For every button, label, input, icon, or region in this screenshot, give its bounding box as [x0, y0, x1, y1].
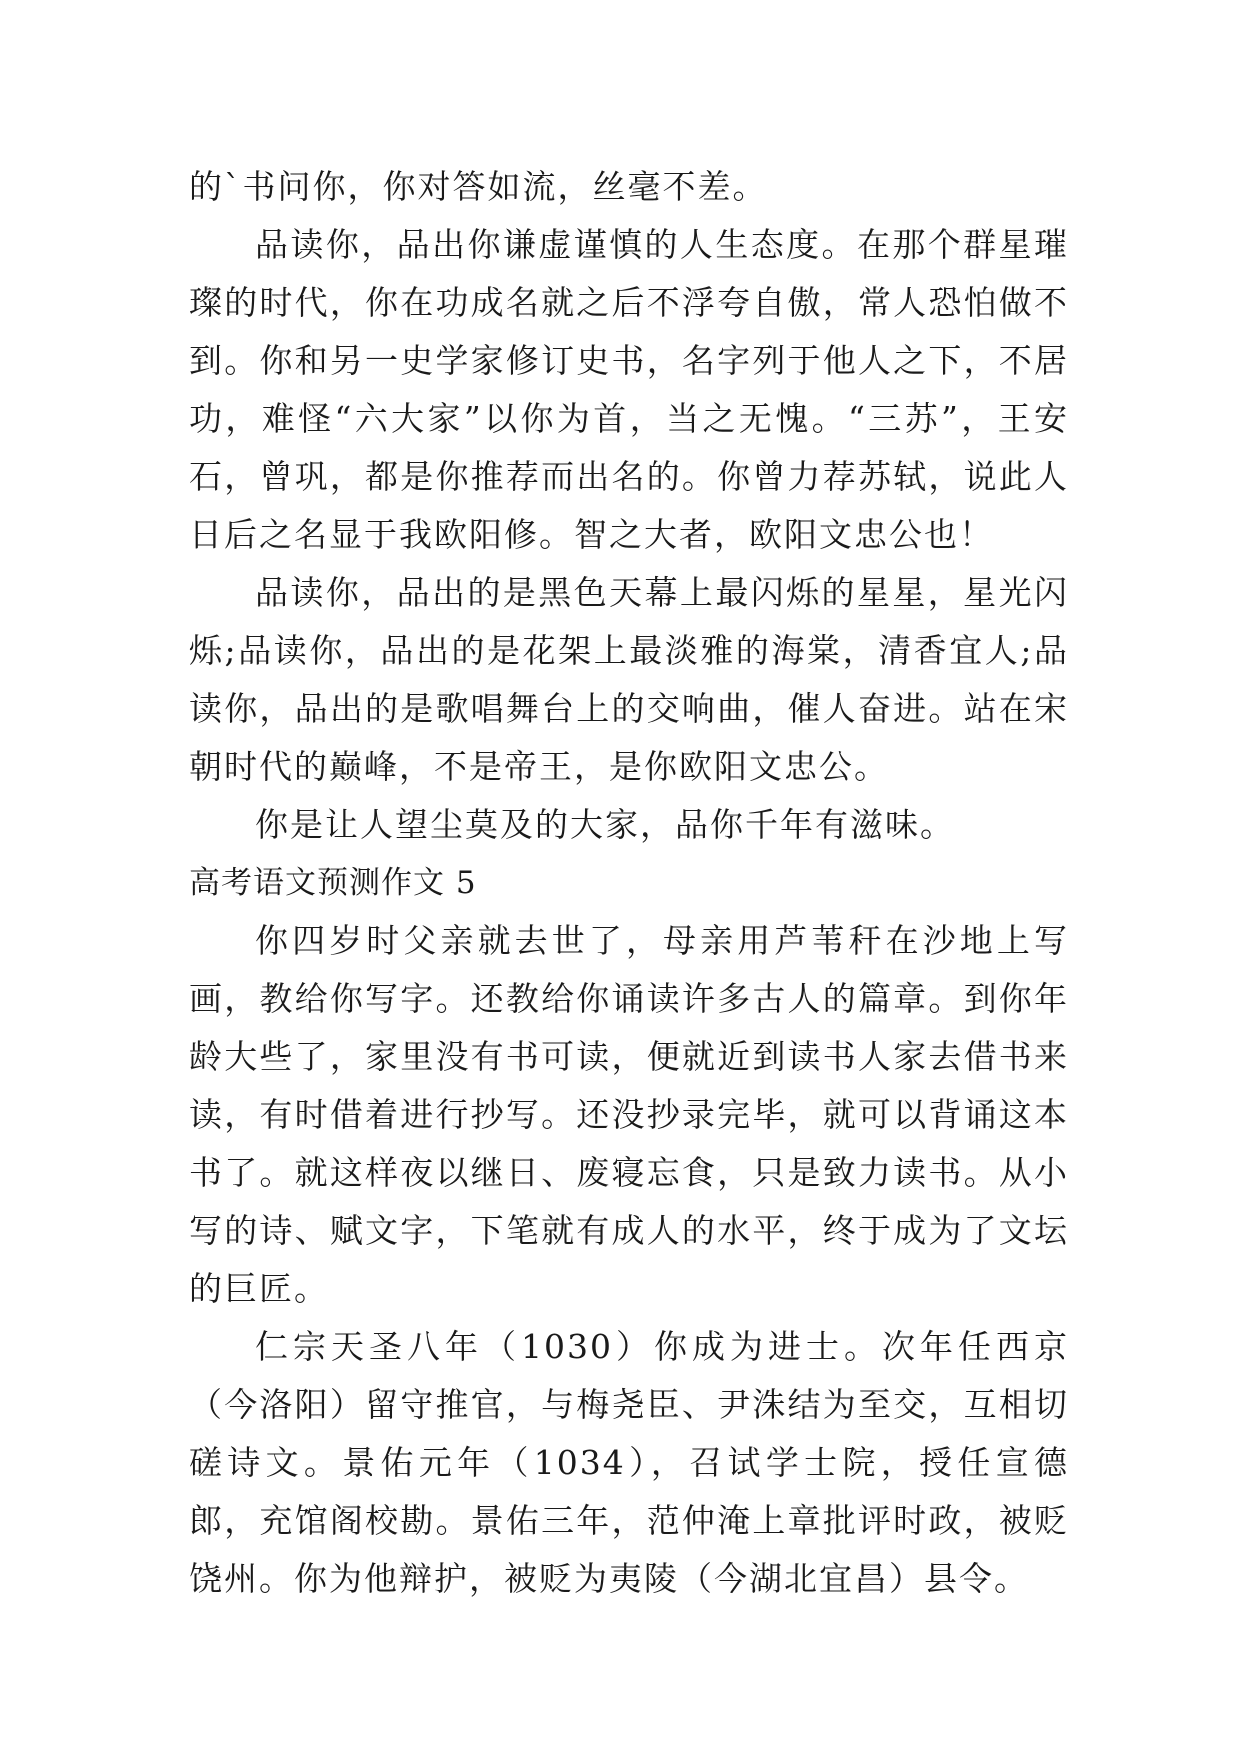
paragraph-humility: 品读你，品出你谦虚谨慎的人生态度。在那个群星璀璨的时代，你在功成名就之后不浮夸自傲，常人恐怕做不到。你和另一史学家修订史书，名字列于他人之下，不居功，难怪“六大家”以你为首，当之无愧。“三苏”，王安石，曾巩，都是你推荐而出名的。你曾力荐苏轼，说此人日后之名显于我欧阳修。智之大者，欧阳文忠公也！ [189, 225, 1069, 554]
essay-heading: 高考语文预测作文 5 [189, 865, 477, 901]
paragraph-career: 仁宗天圣八年（1030）你成为进士。次年任西京（今洛阳）留守推官，与梅尧臣、尹洙结为至交，互相切磋诗文。景佑元年（1034），召试学士院，授任宣德郎，充馆阁校勘。景佑三年，范仲淹上章批评时政，被贬饶州。你为他辩护，被贬为夷陵（今湖北宜昌）县令。 [189, 1327, 1069, 1598]
document-body [189, 158, 1069, 1608]
paragraph-conclusion: 你是让人望尘莫及的大家，品你千年有滋味。 [255, 805, 955, 844]
paragraph-continuation: 的`书问你，你对答如流，丝毫不差。 [189, 167, 768, 206]
paragraph-childhood: 你四岁时父亲就去世了，母亲用芦苇秆在沙地上写画，教给你写字。还教给你诵读许多古人的篇章。到你年龄大些了，家里没有书可读，便就近到读书人家去借书来读，有时借着进行抄写。还没抄录完毕，就可以背诵这本书了。就这样夜以继日、废寝忘食，只是致力读书。从小写的诗、赋文字，下笔就有成人的水平，终于成为了文坛的巨匠。 [189, 921, 1069, 1308]
paragraph-stars: 品读你，品出的是黑色天幕上最闪烁的星星，星光闪烁;品读你，品出的是花架上最淡雅的海棠，清香宜人;品读你，品出的是歌唱舞台上的交响曲，催人奋进。站在宋朝时代的巅峰，不是帝王，是你欧阳文忠公。 [189, 573, 1069, 786]
